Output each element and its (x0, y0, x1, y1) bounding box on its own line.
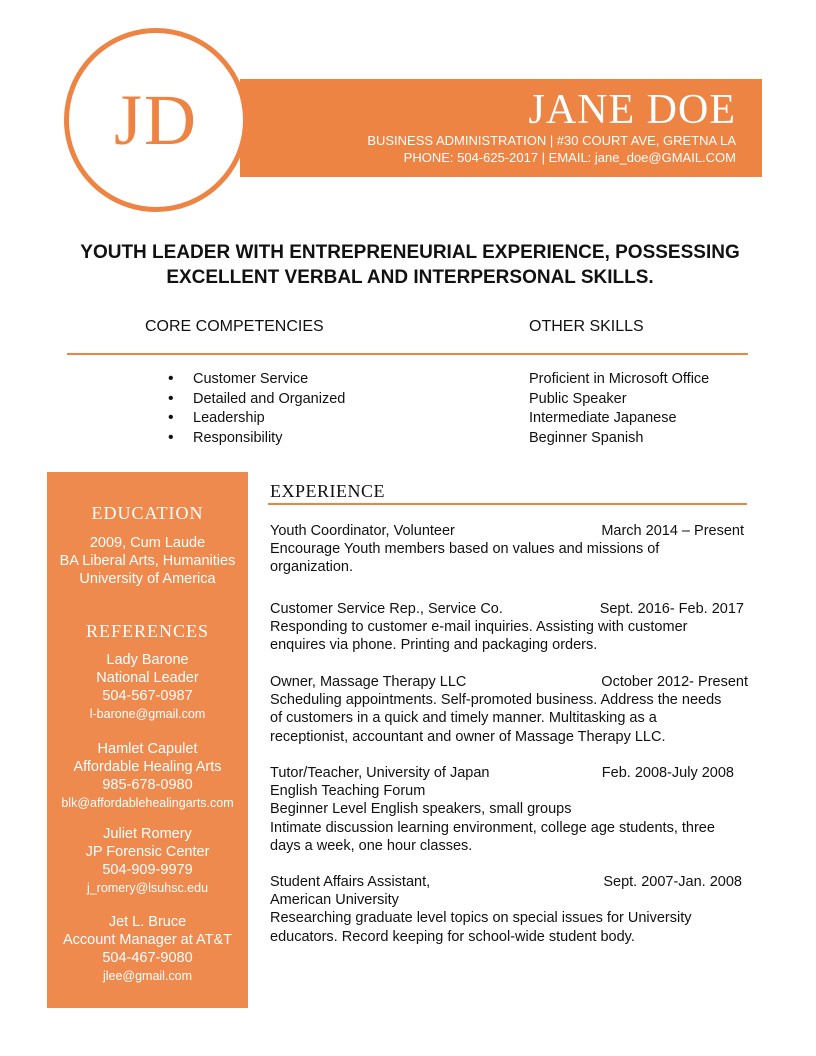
job-description: educators. Record keeping for school-wide student body. (270, 928, 635, 945)
experience-entry (270, 764, 748, 855)
core-competencies-list (168, 370, 345, 448)
reference-name: Jet L. Bruce (108, 914, 187, 930)
headline-line-1: YOUTH LEADER WITH ENTREPRENEURIAL EXPERIENCE, POSSESSING (80, 242, 740, 263)
skills-divider (67, 353, 748, 355)
job-description: Encourage Youth members based on values and missions of (270, 541, 660, 558)
job-role: Youth Coordinator, Volunteer (270, 523, 455, 539)
candidate-name: JANE DOE (528, 87, 736, 133)
contact-line-1: BUSINESS ADMINISTRATION | #30 COURT AVE, GRETNA LA (367, 133, 736, 148)
reference-email: j_romery@lsuhsc.edu (86, 881, 209, 895)
reference-email: l-barone@gmail.com (89, 707, 206, 721)
job-description: of customers in a quick and timely manner. Multitasking as a (270, 710, 657, 727)
job-description: Intimate discussion learning environment, college age students, three (270, 819, 715, 836)
list-item: Public Speaker (529, 390, 627, 407)
job-role: Owner, Massage Therapy LLC (270, 674, 467, 690)
list-item: • Customer Service (168, 370, 345, 390)
job-description: Responding to customer e-mail inquiries. Assisting with customer (270, 619, 688, 636)
reference-title: JP Forensic Center (85, 844, 210, 860)
headline-line-2: EXCELLENT VERBAL AND INTERPERSONAL SKILLS. (166, 267, 654, 288)
job-role: Student Affairs Assistant, (270, 874, 431, 890)
education-heading: EDUCATION (91, 503, 204, 523)
job-description: Researching graduate level topics on special issues for University (270, 910, 692, 927)
reference-email: blk@affordablehealingarts.com (61, 796, 234, 810)
reference-name: Hamlet Capulet (97, 741, 198, 757)
reference (47, 825, 248, 897)
job-date: Feb. 2008-July 2008 (601, 765, 734, 781)
monogram: JD (113, 79, 198, 160)
job-description: enquires via phone. Printing and packaging orders. (270, 637, 598, 654)
education-line: University of America (79, 571, 216, 587)
reference (47, 740, 248, 812)
other-skills-list (529, 370, 709, 448)
reference (47, 913, 248, 985)
job-description: Scheduling appointments. Self-promoted business. Address the needs (270, 692, 722, 709)
job-date: March 2014 – Present (601, 523, 744, 539)
job-role-line-2: American University (270, 892, 399, 909)
experience-divider (268, 503, 747, 505)
reference-phone: 985-678-0980 (102, 777, 193, 793)
education-line: BA Liberal Arts, Humanities (59, 553, 236, 569)
headline (60, 240, 760, 290)
reference-title: Account Manager at AT&T (63, 932, 232, 948)
reference-title: National Leader (96, 670, 199, 686)
list-item: • Detailed and Organized (168, 390, 345, 410)
job-date: Sept. 2007-Jan. 2008 (603, 874, 742, 890)
reference-name: Juliet Romery (103, 826, 192, 842)
experience-entry (270, 600, 748, 655)
experience-heading: EXPERIENCE (270, 481, 385, 501)
job-date: Sept. 2016- Feb. 2017 (599, 601, 744, 617)
experience-entry (270, 522, 748, 577)
sidebar (47, 472, 248, 1008)
job-role: Customer Service Rep., Service Co. (270, 601, 503, 617)
job-date: October 2012- Present (601, 674, 748, 690)
reference-phone: 504-567-0987 (102, 688, 193, 704)
reference-phone: 504-909-9979 (102, 862, 193, 878)
list-item: • Leadership (168, 409, 345, 429)
reference-phone: 504-467-9080 (102, 950, 193, 966)
job-role-line-2: English Teaching Forum (270, 783, 426, 800)
references-heading: REFERENCES (85, 621, 210, 641)
job-role: Tutor/Teacher, University of Japan (270, 765, 490, 781)
core-competencies-heading: CORE COMPETENCIES (145, 318, 324, 335)
experience-entry (270, 673, 748, 746)
list-item: Beginner Spanish (529, 429, 644, 446)
contact-line-2: PHONE: 504-625-2017 | EMAIL: jane_doe@GMAIL.COM (403, 150, 736, 165)
job-description: receptionist, accountant and owner of Massage Therapy LLC. (270, 728, 666, 745)
experience-entry (270, 873, 748, 946)
reference-title: Affordable Healing Arts (73, 759, 222, 775)
job-description: organization. (270, 559, 354, 576)
job-description: Beginner Level English speakers, small groups (270, 801, 572, 818)
list-item: Proficient in Microsoft Office (529, 371, 710, 387)
list-item: • Responsibility (168, 429, 345, 449)
list-item: Intermediate Japanese (529, 410, 677, 427)
education-line: 2009, Cum Laude (89, 535, 206, 551)
reference-email: jlee@gmail.com (102, 969, 193, 983)
job-description: days a week, one hour classes. (270, 837, 473, 854)
reference-name: Lady Barone (106, 652, 189, 668)
reference (47, 651, 248, 723)
education-block (47, 534, 248, 588)
other-skills-heading: OTHER SKILLS (529, 318, 644, 335)
